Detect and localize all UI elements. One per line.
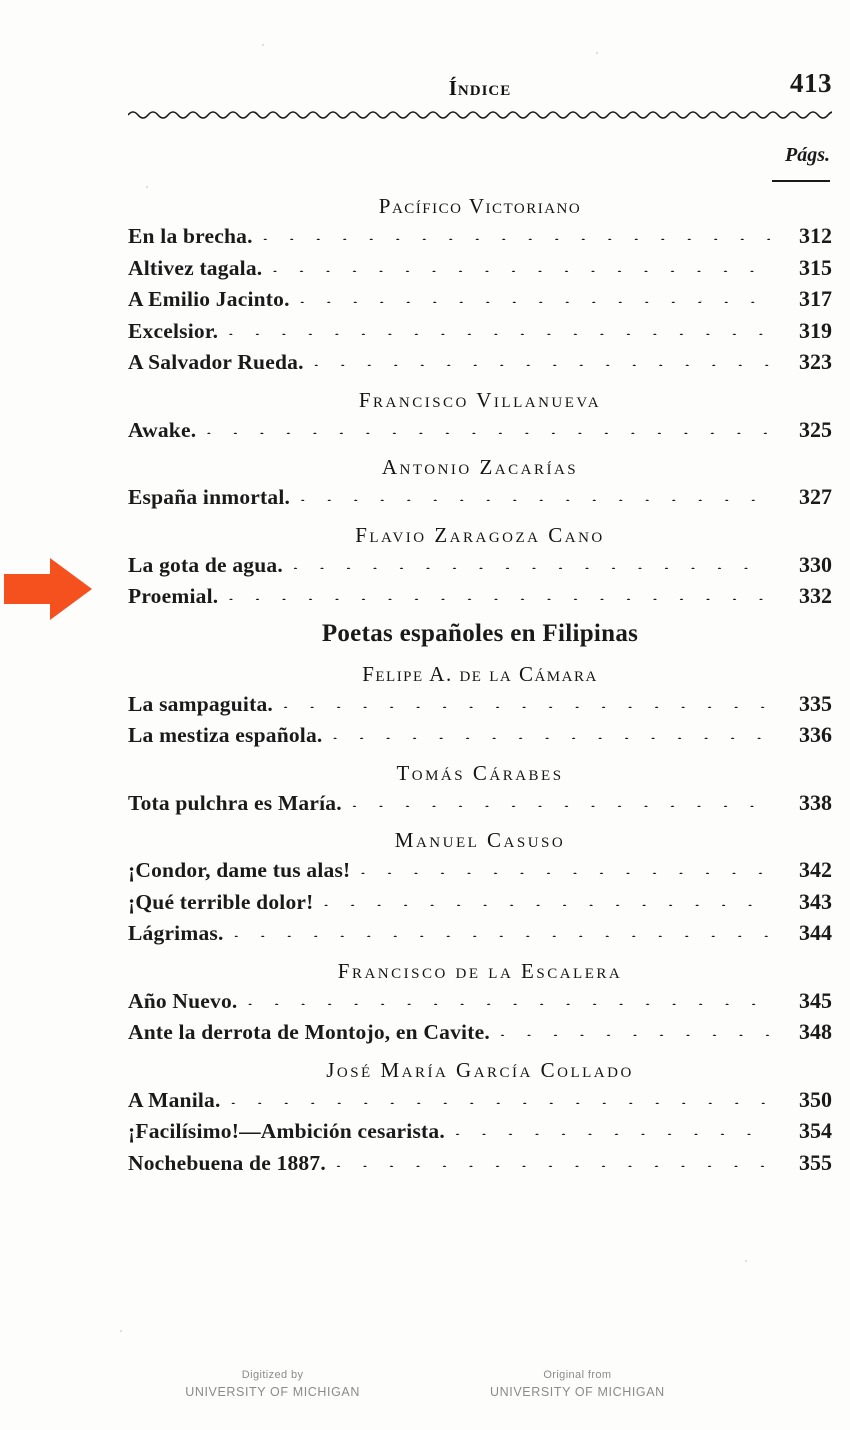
entry-title: En la brecha. <box>128 224 253 248</box>
page-header <box>128 60 832 106</box>
dot-leader <box>336 1157 770 1167</box>
entry-page: 345 <box>799 987 832 1013</box>
original-from-label: Original from <box>543 1368 612 1381</box>
dot-leader <box>314 356 770 366</box>
entry-title: A Salvador Rueda. <box>128 350 304 374</box>
dot-leader <box>293 559 770 569</box>
entry-title: Awake. <box>128 417 197 442</box>
entry-page: 315 <box>799 254 832 280</box>
entry-title: Lágrimas. <box>128 921 224 945</box>
index-entry[interactable] <box>128 225 832 248</box>
entry-page: 332 <box>799 583 832 608</box>
index-entry[interactable] <box>128 789 832 815</box>
index-entry[interactable] <box>128 888 832 914</box>
index-entry[interactable] <box>128 987 832 1013</box>
entry-title: Nochebuena de 1887. <box>128 1150 326 1175</box>
author-heading: Francisco de la Escalera <box>337 958 623 983</box>
index-entry[interactable] <box>128 585 832 608</box>
author-heading: Pacífico Victoriano <box>378 194 582 218</box>
scan-footer <box>0 1367 850 1402</box>
author-heading: Felipe A. de la Cámara <box>362 661 598 686</box>
entry-title: Año Nuevo. <box>128 988 238 1013</box>
entry-page: 344 <box>799 920 832 945</box>
entry-title: ¡Qué terrible dolor! <box>128 889 314 914</box>
dot-leader <box>228 590 770 600</box>
index-entry[interactable] <box>128 724 832 747</box>
entry-title: ¡Condor, dame tus alas! <box>128 858 351 882</box>
entry-title: España inmortal. <box>128 485 291 509</box>
dot-leader <box>360 864 770 874</box>
entry-title: Proemial. <box>128 584 219 608</box>
index-entry[interactable] <box>128 690 832 716</box>
dot-leader <box>234 927 770 937</box>
entry-page: 325 <box>799 416 832 442</box>
entry-title: La mestiza española. <box>128 723 323 747</box>
entry-page: 317 <box>799 286 832 311</box>
entry-page: 312 <box>799 223 832 248</box>
dot-leader <box>300 293 770 303</box>
index-entry[interactable] <box>128 1149 832 1175</box>
entry-page: 327 <box>799 484 832 509</box>
entry-page: 355 <box>799 1149 832 1175</box>
author-heading: Flavio Zaragoza Cano <box>355 522 605 547</box>
dot-leader <box>500 1026 770 1036</box>
entry-page: 348 <box>799 1019 832 1044</box>
author-heading: José María García Collado <box>326 1057 634 1082</box>
index-entry[interactable] <box>128 317 832 343</box>
footer-right <box>490 1367 665 1402</box>
index-entry[interactable] <box>128 922 832 945</box>
dot-leader <box>248 995 770 1005</box>
dot-leader <box>300 491 770 501</box>
orange-pointer-arrow-icon <box>4 556 92 622</box>
paper-speckle <box>596 52 598 54</box>
entry-page: 350 <box>799 1086 832 1112</box>
index-entry[interactable] <box>128 859 832 882</box>
entry-page: 335 <box>799 690 832 716</box>
pags-rule <box>772 180 830 182</box>
index-entry[interactable] <box>128 486 832 509</box>
entry-page: 336 <box>799 722 832 747</box>
entry-page: 338 <box>799 789 832 815</box>
entry-title: Ante la derrota de Montojo, en Cavite. <box>128 1020 490 1044</box>
folio-number: 413 <box>790 68 832 98</box>
dot-leader <box>455 1125 770 1135</box>
index-entry[interactable] <box>128 416 832 442</box>
entry-title: A Manila. <box>128 1087 221 1112</box>
entry-page: 319 <box>799 317 832 343</box>
index-entry[interactable] <box>128 351 832 374</box>
dot-leader <box>228 325 770 335</box>
index-entry[interactable] <box>128 1021 832 1044</box>
index-entry[interactable] <box>128 254 832 280</box>
dot-leader <box>263 230 770 240</box>
dot-leader <box>324 896 770 906</box>
author-heading: Antonio Zacarías <box>381 455 579 479</box>
original-from-institution: UNIVERSITY OF MICHIGAN <box>490 1385 665 1400</box>
index-entry[interactable] <box>128 288 832 311</box>
entry-title: ¡Facilísimo!—Ambición cesarista. <box>128 1119 445 1143</box>
entry-title: La sampaguita. <box>128 691 273 716</box>
pags-header-row <box>128 122 832 180</box>
index-entry[interactable] <box>128 1086 832 1112</box>
footer-left <box>185 1367 360 1402</box>
dot-leader <box>272 262 770 272</box>
entry-title: Tota pulchra es María. <box>128 790 342 815</box>
dot-leader <box>283 698 770 708</box>
entry-page: 330 <box>799 551 832 577</box>
digitized-by-label: Digitized by <box>241 1368 304 1381</box>
entry-title: Excelsior. <box>128 318 219 343</box>
part-title: Poetas españoles en Filipinas <box>321 619 639 647</box>
entry-page: 343 <box>799 888 832 914</box>
index-entry[interactable] <box>128 1120 832 1143</box>
digitized-by-institution: UNIVERSITY OF MICHIGAN <box>185 1385 360 1400</box>
index-list-part-two <box>128 662 832 1175</box>
page-content <box>128 60 832 1183</box>
paper-speckle <box>120 1330 122 1332</box>
index-entry[interactable] <box>128 551 832 577</box>
entry-page: 354 <box>799 1118 832 1143</box>
paper-speckle <box>262 44 264 46</box>
dot-leader <box>333 729 770 739</box>
entry-page: 342 <box>799 857 832 882</box>
dot-leader <box>206 424 770 434</box>
author-heading: Manuel Casuso <box>394 828 566 852</box>
paper-speckle <box>745 1260 747 1262</box>
entry-title: Altivez tagala. <box>128 255 263 280</box>
dot-leader <box>352 797 770 807</box>
index-list-part-one <box>128 194 832 608</box>
entry-title: La gota de agua. <box>128 552 283 577</box>
pags-label: Págs. <box>785 144 830 166</box>
entry-page: 323 <box>799 349 832 374</box>
page-title: Índice <box>448 76 512 100</box>
wavy-divider-icon <box>128 108 832 122</box>
entry-title: A Emilio Jacinto. <box>128 287 290 311</box>
author-heading: Francisco Villanueva <box>358 387 602 412</box>
author-heading: Tomás Cárabes <box>396 760 564 785</box>
dot-leader <box>231 1094 770 1104</box>
